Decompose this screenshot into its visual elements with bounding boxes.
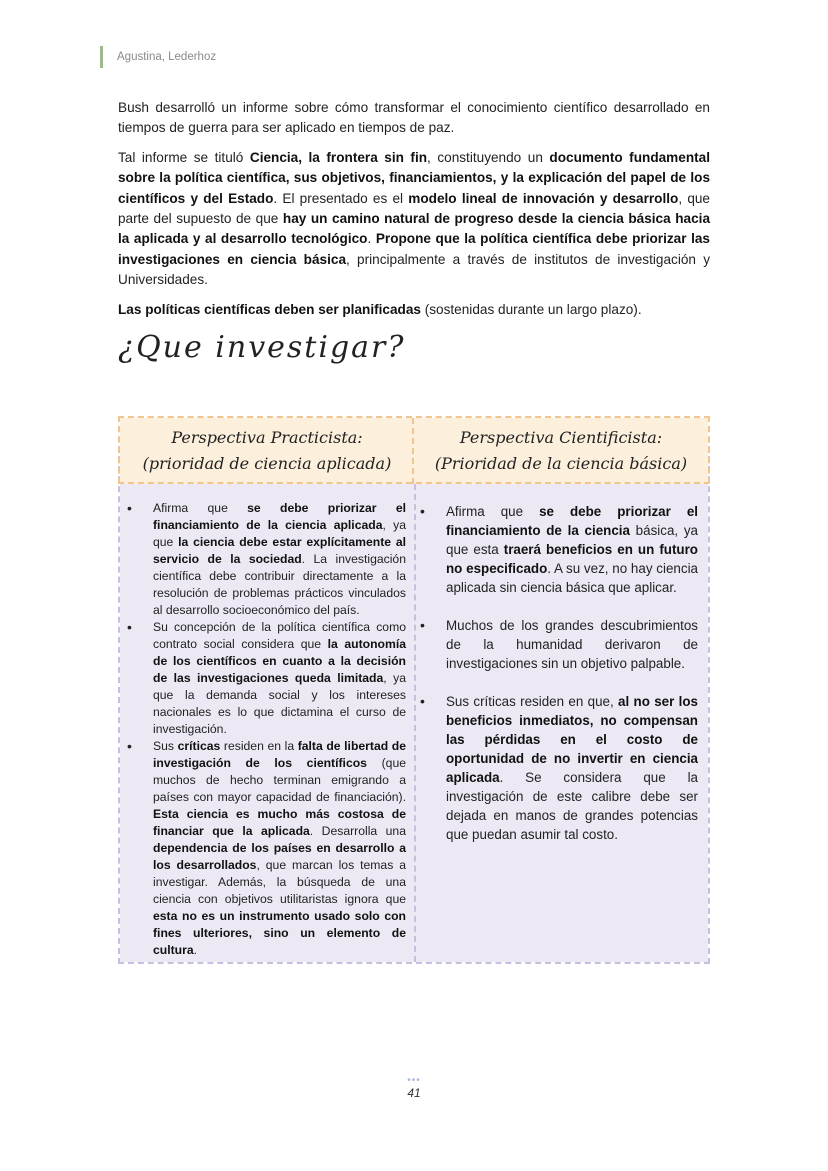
comparison-table <box>118 416 710 964</box>
column-cientificista <box>414 484 708 962</box>
paragraph-1: Bush desarrolló un informe sobre cómo transformar el conocimiento científico desarrollado en tiempos de guerra para ser aplicado en tiempos de paz. <box>118 100 710 136</box>
paragraph-2: Tal informe se tituló Ciencia, la frontera sin fin, constituyendo un documento fundamental sobre la política científica, sus objetivos, financiamientos, y la explicación del papel de los científicos y del Estado. El presentado es el modelo lineal de innovación y desarrollo, que parte del supuesto de que hay un camino natural de progreso desde la ciencia básica hacia la aplicada y al desarrollo tecnológico. Propone que la política científica debe priorizar las investigaciones en ciencia básica, principalmente a través de institutos de investigación y Universidades. <box>118 149 711 288</box>
table-header <box>120 418 708 486</box>
body-text <box>118 98 710 329</box>
list-item: • Afirma que se debe priorizar el financiamiento de la ciencia básica, ya que esta traerá beneficios en un futuro no especificado. A su vez, no hay ciencia aplicada sin ciencia básica que aplicar. <box>446 502 698 597</box>
column-practicista <box>120 484 414 962</box>
list-item: • Muchos de los grandes descubrimientos de la humanidad derivaron de investigaciones sin un objetivo palpable. <box>446 616 698 673</box>
running-header <box>100 46 216 68</box>
page-number: 41 <box>407 1086 421 1100</box>
list-item: • Sus críticas residen en la falta de libertad de investigación de los científicos (que muchos de hecho terminan emigrando a países con mayor capacidad de financiación). Esta ciencia es mucho más costosa de financiar que la aplicada. Desarrolla una dependencia de los países en desarrollo a los desarrollados, que marcan los temas a investigar. Además, la búsqueda de una ciencia con objetivos utilitaristas ignora que esta no es un instrumento usado solo con fines ulteriores, sino un elemento de cultura. <box>153 738 406 959</box>
header-practicista: Perspectiva Practicista: (prioridad de ciencia aplicada) <box>142 428 392 473</box>
footer-dots: ••• <box>407 1075 421 1086</box>
header-cientificista: Perspectiva Cientificista: (Prioridad de la ciencia básica) <box>412 418 708 484</box>
list-item: • Afirma que se debe priorizar el financiamiento de la ciencia aplicada, ya que la ciencia debe estar explícitamente al servicio de la sociedad. La investigación científica debe contribuir directamente a la resolución de problemas prácticos vinculados al desarrollo socioeconómico del país. <box>153 500 406 619</box>
author-name: Agustina, Lederhoz <box>117 51 217 63</box>
table-body <box>120 484 708 962</box>
paragraph-3: Las políticas científicas deben ser planificadas (sostenidas durante un largo plazo). <box>118 301 642 317</box>
section-title: ¿Que investigar? <box>118 330 406 365</box>
list-item: • Su concepción de la política científica como contrato social considera que la autonomía de los científicos en cuanto a la decisión de las investigaciones queda limitada, ya que la demanda social y los intereses nacionales es lo que dictamina el curso de investigación. <box>153 619 406 738</box>
list-item: • Sus críticas residen en que, al no ser los beneficios inmediatos, no compensan las pérdidas en el costo de oportunidad de no invertir en ciencia aplicada. Se considera que la investigación de este calibre debe ser dejada en manos de grandes potencias que puedan asumir tal costo. <box>446 692 698 844</box>
